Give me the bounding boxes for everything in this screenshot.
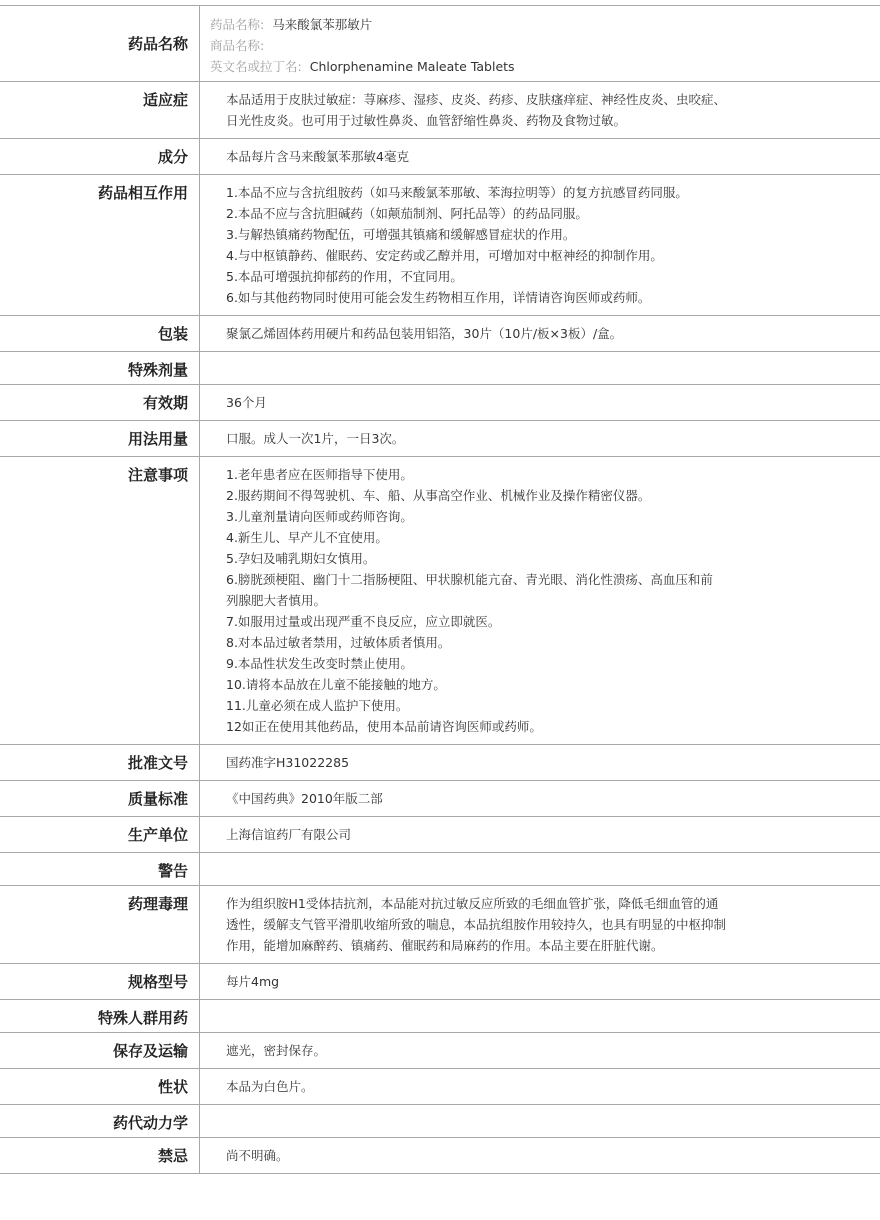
row-label: 有效期 xyxy=(0,385,200,420)
text-line: 透性，缓解支气管平滑肌收缩所致的喘息，本品抗组胺作用较持久，也具有明显的中枢抑制 xyxy=(226,917,727,932)
row-label: 药品名称 xyxy=(0,6,200,81)
row-value xyxy=(200,316,880,351)
row-label: 药品相互作用 xyxy=(0,175,200,315)
text-line: 8.对本品过敏者禁用，过敏体质者慎用。 xyxy=(226,635,451,650)
row-contraindications xyxy=(0,1138,880,1174)
row-label: 警告 xyxy=(0,853,200,885)
row-ingredients xyxy=(0,139,880,175)
row-value xyxy=(200,1033,880,1068)
text-line: 《中国药典》2010年版二部 xyxy=(226,791,383,806)
row-label: 药代动力学 xyxy=(0,1105,200,1137)
row-drug-name xyxy=(0,6,880,82)
row-warning xyxy=(0,853,880,886)
text-line: 2.服药期间不得驾驶机、车、船、从事高空作业、机械作业及操作精密仪器。 xyxy=(226,488,651,503)
text-line: 口服。成人一次1片，一日3次。 xyxy=(226,431,405,446)
text-line: 9.本品性状发生改变时禁止使用。 xyxy=(226,656,413,671)
text-line: 12如正在使用其他药品，使用本品前请咨询医师或药师。 xyxy=(226,719,542,734)
row-label: 用法用量 xyxy=(0,421,200,456)
text-line: 2.本品不应与含抗胆碱药（如颠茄制剂、阿托品等）的药品同服。 xyxy=(226,206,588,221)
text-line: 3.与解热镇痛药物配伍，可增强其镇痛和缓解感冒症状的作用。 xyxy=(226,227,576,242)
text-line: 4.与中枢镇静药、催眠药、安定药或乙醇并用，可增加对中枢神经的抑制作用。 xyxy=(226,248,663,263)
row-label: 质量标准 xyxy=(0,781,200,816)
row-usage xyxy=(0,421,880,457)
row-label: 生产单位 xyxy=(0,817,200,852)
text-line: 尚不明确。 xyxy=(226,1148,289,1163)
row-value xyxy=(200,1069,880,1104)
text-line: 1.本品不应与含抗组胺药（如马来酸氯苯那敏、苯海拉明等）的复方抗感冒药同服。 xyxy=(226,185,688,200)
row-approval xyxy=(0,745,880,781)
drug-info-table xyxy=(0,5,880,1174)
row-value xyxy=(200,1000,880,1032)
row-standard xyxy=(0,781,880,817)
row-label: 性状 xyxy=(0,1069,200,1104)
row-value xyxy=(200,745,880,780)
row-precautions xyxy=(0,457,880,745)
row-value xyxy=(200,175,880,315)
text-line: 日光性皮炎。也可用于过敏性鼻炎、血管舒缩性鼻炎、药物及食物过敏。 xyxy=(226,113,627,128)
row-value xyxy=(200,853,880,885)
row-value xyxy=(200,1138,880,1173)
row-value xyxy=(200,385,880,420)
row-appearance xyxy=(0,1069,880,1105)
row-value xyxy=(200,1105,880,1137)
text-line: 36个月 xyxy=(226,395,267,410)
text-line: 列腺肥大者慎用。 xyxy=(226,593,327,608)
english-name-value: Chlorphenamine Maleate Tablets xyxy=(309,59,515,74)
row-packaging xyxy=(0,316,880,352)
text-line: 作为组织胺H1受体拮抗剂，本品能对抗过敏反应所致的毛细血管扩张，降低毛细血管的通 xyxy=(226,896,719,911)
row-storage xyxy=(0,1033,880,1069)
drug-name-values xyxy=(200,6,880,81)
row-label: 禁忌 xyxy=(0,1138,200,1173)
row-value xyxy=(200,781,880,816)
text-line: 每片4mg xyxy=(226,974,280,989)
row-label: 成分 xyxy=(0,139,200,174)
text-line: 10.请将本品放在儿童不能接触的地方。 xyxy=(226,677,446,692)
row-spec xyxy=(0,964,880,1000)
row-label: 特殊剂量 xyxy=(0,352,200,384)
text-line: 4.新生儿、早产儿不宜使用。 xyxy=(226,530,388,545)
row-validity xyxy=(0,385,880,421)
text-line: 本品每片含马来酸氯苯那敏4毫克 xyxy=(226,149,409,164)
text-line: 本品为白色片。 xyxy=(226,1079,314,1094)
text-line: 上海信谊药厂有限公司 xyxy=(226,827,352,842)
row-label: 适应症 xyxy=(0,82,200,138)
row-label: 批准文号 xyxy=(0,745,200,780)
row-manufacturer xyxy=(0,817,880,853)
text-line: 6.如与其他药物同时使用可能会发生药物相互作用，详情请咨询医师或药师。 xyxy=(226,290,651,305)
row-indications xyxy=(0,82,880,139)
text-line: 作用，能增加麻醉药、镇痛药、催眠药和局麻药的作用。本品主要在肝脏代谢。 xyxy=(226,938,664,953)
text-line: 6.膀胱颈梗阻、幽门十二指肠梗阻、甲状腺机能亢奋、青光眼、消化性溃疡、高血压和前 xyxy=(226,572,713,587)
row-interactions xyxy=(0,175,880,316)
row-pharmacokinetics xyxy=(0,1105,880,1138)
row-label: 保存及运输 xyxy=(0,1033,200,1068)
text-line: 5.孕妇及哺乳期妇女慎用。 xyxy=(226,551,376,566)
text-line: 本品适用于皮肤过敏症：荨麻疹、湿疹、皮炎、药疹、皮肤瘙痒症、神经性皮炎、虫咬症、 xyxy=(226,92,727,107)
text-line: 1.老年患者应在医师指导下使用。 xyxy=(226,467,413,482)
row-label: 注意事项 xyxy=(0,457,200,744)
row-value xyxy=(200,139,880,174)
english-name-label: 英文名或拉丁名: xyxy=(210,59,302,74)
generic-name-label: 药品名称: xyxy=(210,17,265,32)
text-line: 国药准字H31022285 xyxy=(226,755,350,770)
row-value xyxy=(200,82,880,138)
generic-name-line xyxy=(210,14,880,35)
row-label: 规格型号 xyxy=(0,964,200,999)
text-line: 遮光，密封保存。 xyxy=(226,1043,327,1058)
row-value xyxy=(200,421,880,456)
text-line: 5.本品可增强抗抑郁药的作用，不宜同用。 xyxy=(226,269,463,284)
text-line: 7.如服用过量或出现严重不良反应，应立即就医。 xyxy=(226,614,501,629)
row-value xyxy=(200,352,880,384)
row-value xyxy=(200,457,880,744)
english-name-line xyxy=(210,56,880,77)
trade-name-line xyxy=(210,35,880,56)
row-label: 包装 xyxy=(0,316,200,351)
generic-name-value: 马来酸氯苯那敏片 xyxy=(272,17,373,32)
row-special-population xyxy=(0,1000,880,1033)
text-line: 聚氯乙烯固体药用硬片和药品包装用铝箔，30片（10片/板×3板）/盒。 xyxy=(226,326,623,341)
row-label: 药理毒理 xyxy=(0,886,200,963)
row-value xyxy=(200,817,880,852)
text-line: 11.儿童必须在成人监护下使用。 xyxy=(226,698,409,713)
row-special-dosage xyxy=(0,352,880,385)
row-label: 特殊人群用药 xyxy=(0,1000,200,1032)
row-value xyxy=(200,886,880,963)
row-value xyxy=(200,964,880,999)
trade-name-label: 商品名称: xyxy=(210,38,265,53)
row-pharmacology xyxy=(0,886,880,964)
text-line: 3.儿童剂量请向医师或药师咨询。 xyxy=(226,509,413,524)
